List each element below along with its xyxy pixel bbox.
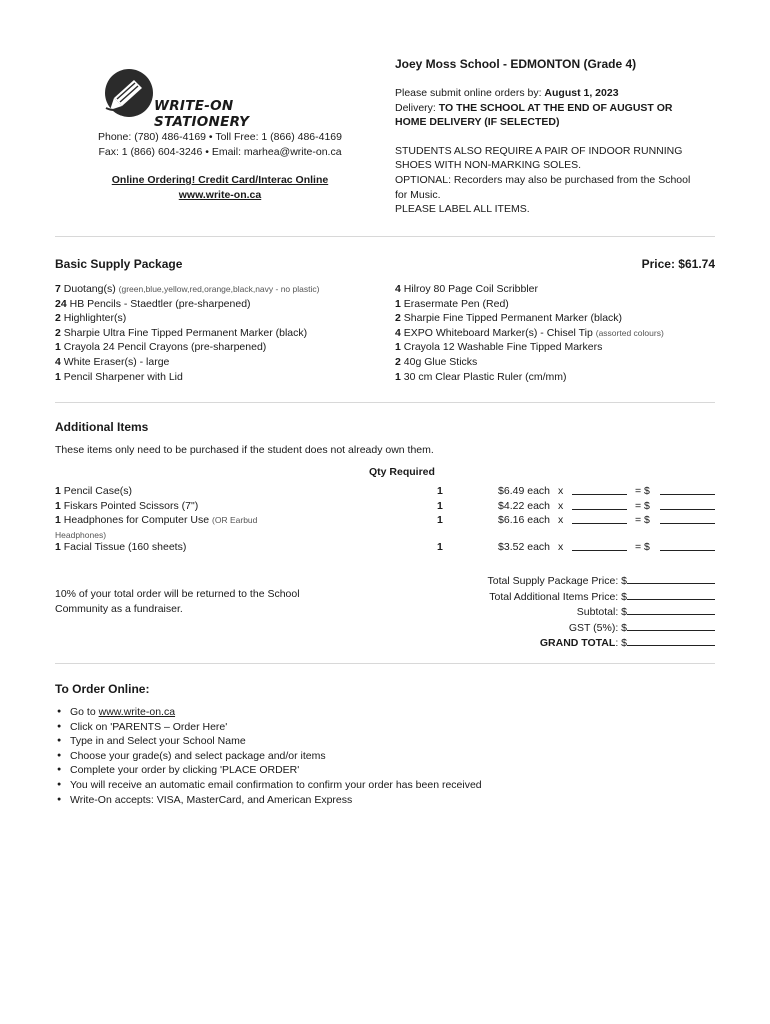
list-item: 1 Pencil Sharpener with Lid bbox=[55, 370, 183, 383]
grand-total-blank[interactable] bbox=[627, 635, 715, 646]
brand-contact bbox=[55, 130, 385, 202]
list-item: ● Complete your order by clicking 'PLACE ORDER' bbox=[55, 763, 715, 778]
amount-blank[interactable] bbox=[660, 513, 715, 524]
list-item: 1 Crayola 24 Pencil Crayons (pre-sharpened) bbox=[55, 341, 267, 354]
list-item: 2 Sharpie Fine Tipped Permanent Marker (black) bbox=[395, 312, 623, 325]
note-shoes: STUDENTS ALSO REQUIRE A PAIR OF INDOOR RUNNING SHOES WITH NON-MARKING SOLES. bbox=[395, 144, 683, 172]
list-item: 1 Crayola 12 Washable Fine Tipped Markers bbox=[395, 341, 603, 354]
total-additional-line: Total Additional Items Price: $ bbox=[420, 589, 715, 605]
phone-line: Phone: (780) 486-4169 • Toll Free: 1 (866) 486-4169 bbox=[98, 131, 342, 143]
list-item: 4 White Eraser(s) - large bbox=[55, 355, 170, 368]
order-title: To Order Online: bbox=[55, 682, 150, 696]
basic-list-left bbox=[55, 282, 385, 384]
quantity-blank[interactable] bbox=[572, 484, 627, 495]
list-item: 4 EXPO Whiteboard Marker(s) - Chisel Tip (assorted colours) bbox=[395, 326, 664, 339]
list-item: ● Go to www.write-on.ca bbox=[55, 705, 715, 720]
basic-list-right bbox=[395, 282, 715, 384]
additional-subtitle: These items only need to be purchased if the student does not already own them. bbox=[55, 444, 434, 456]
quantity-blank[interactable] bbox=[572, 540, 627, 551]
website-link[interactable]: www.write-on.ca bbox=[178, 188, 262, 201]
list-item: 1 30 cm Clear Plastic Ruler (cm/mm) bbox=[395, 370, 567, 383]
basic-price: Price: $61.74 bbox=[641, 257, 715, 271]
list-item: ● Click on 'PARENTS – Order Here' bbox=[55, 720, 715, 735]
list-item: 1 Erasermate Pen (Red) bbox=[395, 297, 509, 310]
additional-title: Additional Items bbox=[55, 420, 149, 434]
amount-blank[interactable] bbox=[660, 484, 715, 495]
totals-block bbox=[420, 573, 715, 651]
list-item: ● You will receive an automatic email confirmation to confirm your order has been received bbox=[55, 778, 715, 793]
total-supply-line: Total Supply Package Price: $ bbox=[420, 573, 715, 589]
additional-row: 1 Facial Tissue (160 sheets) 1 $3.52 each x = $ bbox=[55, 540, 715, 555]
fax-line: Fax: 1 (866) 604-3246 • Email: marhea@write-on.ca bbox=[98, 145, 342, 158]
note-label: PLEASE LABEL ALL ITEMS. bbox=[395, 203, 530, 216]
subtotal-blank[interactable] bbox=[627, 604, 715, 615]
qty-header: Qty Required bbox=[369, 466, 435, 478]
fundraiser-note: 10% of your total order will be returned to the School Community as a fundraiser. bbox=[55, 588, 300, 615]
amount-blank[interactable] bbox=[660, 499, 715, 510]
divider bbox=[55, 663, 715, 664]
school-info bbox=[395, 56, 705, 217]
submit-date: August 1, 2023 bbox=[544, 87, 619, 99]
logo bbox=[104, 68, 329, 130]
order-steps bbox=[55, 705, 715, 807]
list-item: 4 Hilroy 80 Page Coil Scribbler bbox=[395, 283, 538, 295]
list-item: ● Type in and Select your School Name bbox=[55, 734, 715, 749]
divider bbox=[55, 402, 715, 403]
order-website-link[interactable]: www.write-on.ca bbox=[98, 706, 176, 718]
pencil-logo-icon bbox=[104, 68, 156, 118]
brand-name: WRITE-ON STATIONERY bbox=[154, 98, 250, 130]
additional-row: 1 Headphones for Computer Use (OR Earbud Headphones) 1 $6.16 each x = $ bbox=[55, 513, 715, 541]
list-item: 2 40g Glue Sticks bbox=[395, 355, 478, 368]
grand-total-line: GRAND TOTAL: $ bbox=[420, 635, 715, 651]
quantity-blank[interactable] bbox=[572, 513, 627, 524]
divider bbox=[55, 236, 715, 237]
basic-title: Basic Supply Package bbox=[55, 257, 183, 271]
submit-line: Please submit online orders by: August 1, 2023 bbox=[395, 87, 619, 99]
total-additional-blank[interactable] bbox=[627, 589, 715, 600]
total-supply-blank[interactable] bbox=[627, 573, 715, 584]
list-item: ● Write-On accepts: VISA, MasterCard, and American Express bbox=[55, 793, 715, 808]
online-ordering-label: Online Ordering! Credit Card/Interac Online bbox=[111, 174, 329, 187]
delivery-line: Delivery: TO THE SCHOOL AT THE END OF AUGUST OR HOME DELIVERY (IF SELECTED) bbox=[395, 101, 673, 129]
list-item: 7 Duotang(s) (green,blue,yellow,red,orange,black,navy - no plastic) bbox=[55, 283, 320, 295]
quantity-blank[interactable] bbox=[572, 499, 627, 510]
gst-blank[interactable] bbox=[627, 620, 715, 631]
school-notes bbox=[395, 144, 705, 217]
school-title: Joey Moss School - EDMONTON (Grade 4) bbox=[395, 57, 637, 71]
note-recorders: OPTIONAL: Recorders may also be purchased from the School for Music. bbox=[395, 173, 691, 201]
list-item: 24 HB Pencils - Staedtler (pre-sharpened) bbox=[55, 297, 251, 310]
list-item: ● Choose your grade(s) and select package and/or items bbox=[55, 749, 715, 764]
additional-row: 1 Fiskars Pointed Scissors (7") 1 $4.22 each x = $ bbox=[55, 499, 715, 514]
list-item: 2 Highlighter(s) bbox=[55, 312, 127, 325]
additional-row: 1 Pencil Case(s) 1 $6.49 each x = $ bbox=[55, 484, 715, 499]
gst-line: GST (5%): $ bbox=[420, 620, 715, 636]
delivery-text: TO THE SCHOOL AT THE END OF AUGUST OR HOME DELIVERY (IF SELECTED) bbox=[395, 101, 673, 129]
subtotal-line: Subtotal: $ bbox=[420, 604, 715, 620]
amount-blank[interactable] bbox=[660, 540, 715, 551]
list-item: 2 Sharpie Ultra Fine Tipped Permanent Marker (black) bbox=[55, 326, 308, 339]
